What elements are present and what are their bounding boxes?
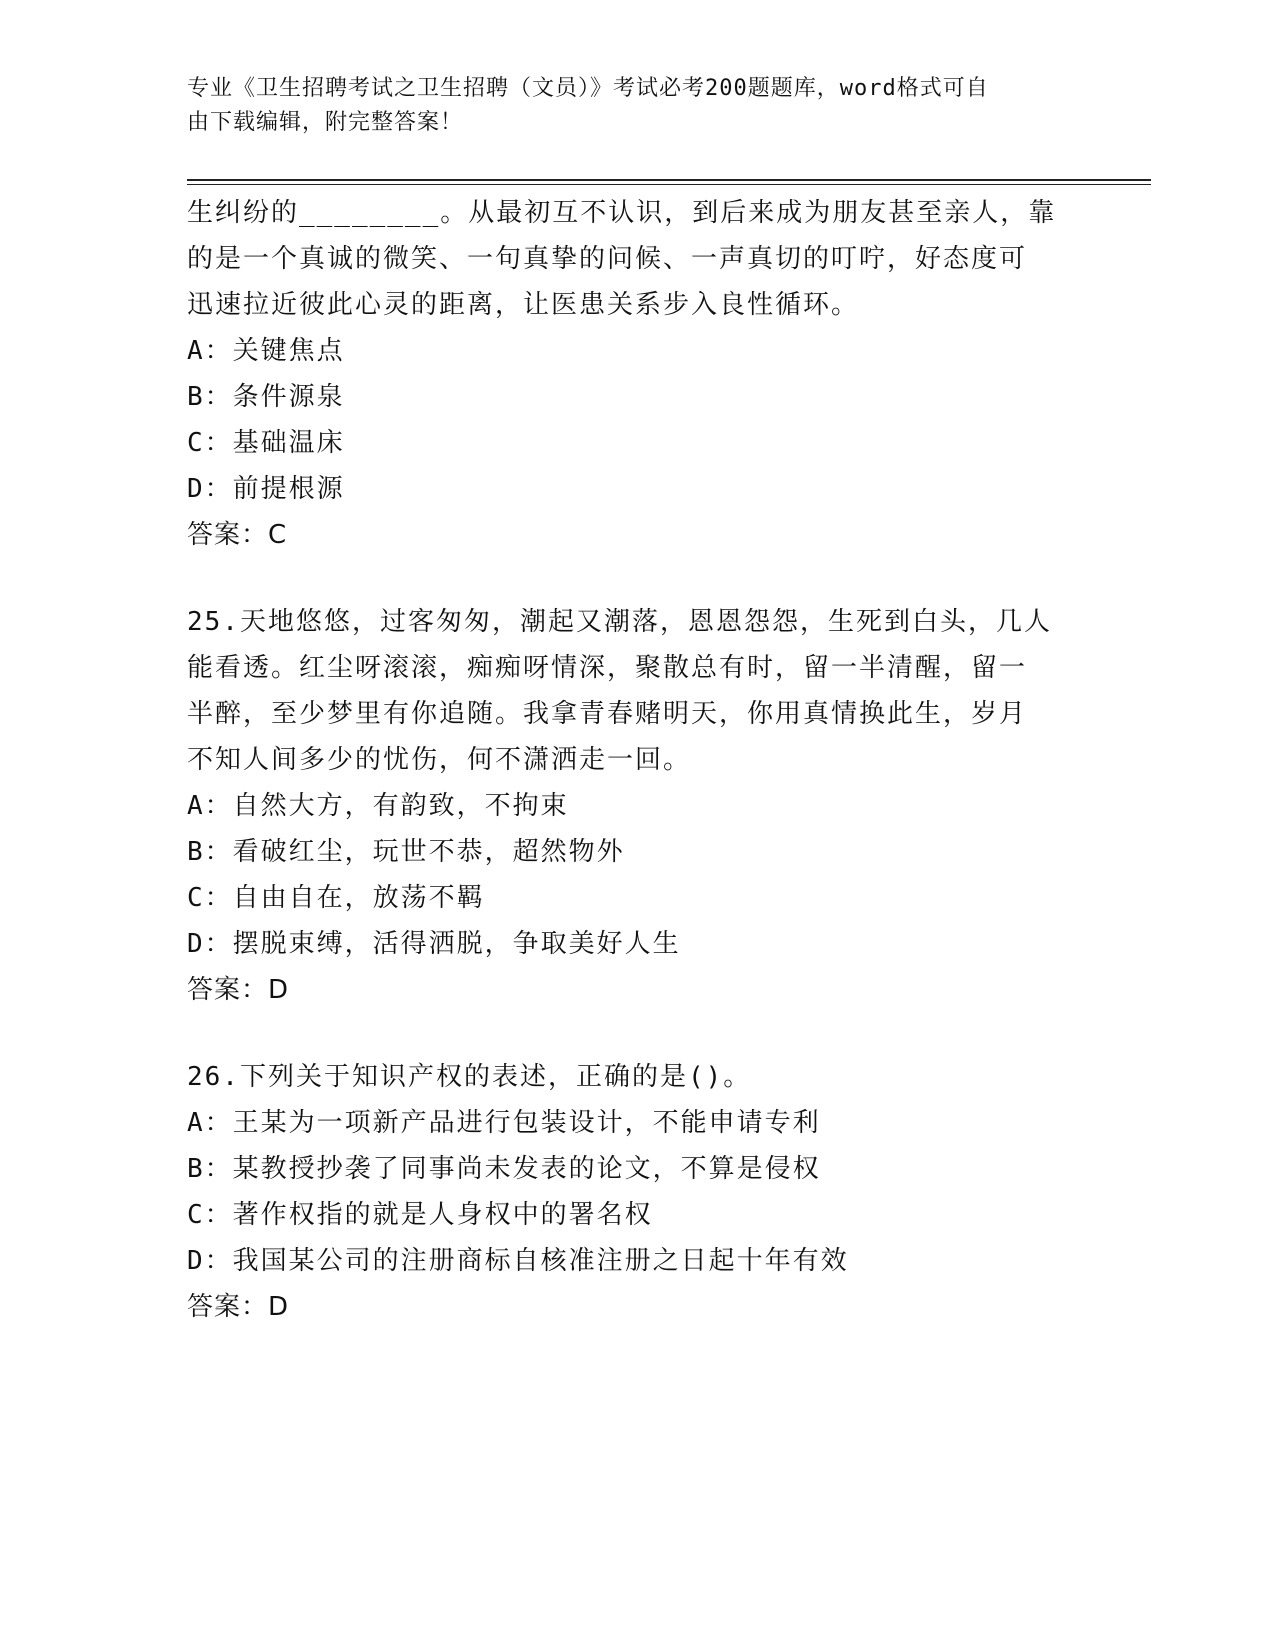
question-25 [187, 599, 1087, 1013]
header-line-2: 由下载编辑，附完整答案！ [187, 110, 464, 135]
question-list [187, 190, 1087, 1330]
option-d: D：摆脱束缚，活得洒脱，争取美好人生 [187, 929, 681, 959]
option-c: C：自由自在，放荡不羁 [187, 883, 485, 913]
question-text-line: 25.天地悠悠，过客匆匆，潮起又潮落，恩恩怨怨，生死到白头，几人 [187, 607, 1052, 637]
page-header [187, 72, 1067, 140]
question-text-line: 生纠纷的________。从最初互不认识，到后来成为朋友甚至亲人，靠 [187, 198, 1057, 228]
answer-line: 答案：D [187, 1292, 290, 1322]
question-24-continued [187, 190, 1087, 558]
option-d: D：我国某公司的注册商标自核准注册之日起十年有效 [187, 1246, 849, 1276]
option-a: A：关键焦点 [187, 336, 345, 366]
option-c: C：著作权指的就是人身权中的署名权 [187, 1200, 653, 1230]
option-b: B：看破红尘，玩世不恭，超然物外 [187, 837, 625, 867]
option-b: B：某教授抄袭了同事尚未发表的论文，不算是侵权 [187, 1154, 821, 1184]
option-a: A：自然大方，有韵致，不拘束 [187, 791, 569, 821]
answer-line: 答案：C [187, 520, 288, 550]
question-text-line: 能看透。红尘呀滚滚，痴痴呀情深，聚散总有时，留一半清醒，留一 [187, 653, 1028, 683]
question-text-line: 26.下列关于知识产权的表述，正确的是()。 [187, 1062, 752, 1092]
header-divider-thin [187, 184, 1151, 185]
header-divider-thick [187, 179, 1151, 181]
answer-line: 答案：D [187, 975, 290, 1005]
question-text-line: 迅速拉近彼此心灵的距离，让医患关系步入良性循环。 [187, 290, 860, 320]
question-26 [187, 1054, 1087, 1330]
option-b: B：条件源泉 [187, 382, 345, 412]
question-text-line: 不知人间多少的忧伤，何不潇洒走一回。 [187, 745, 692, 775]
option-a: A：王某为一项新产品进行包装设计，不能申请专利 [187, 1108, 821, 1138]
question-text-line: 的是一个真诚的微笑、一句真挚的问候、一声真切的叮咛，好态度可 [187, 244, 1028, 274]
header-line-1: 专业《卫生招聘考试之卫生招聘（文员）》考试必考200题题库，word格式可自 [187, 76, 989, 101]
option-c: C：基础温床 [187, 428, 345, 458]
question-text-line: 半醉，至少梦里有你追随。我拿青春赌明天，你用真情换此生，岁月 [187, 699, 1028, 729]
question-spacer [187, 1013, 1087, 1054]
question-spacer [187, 558, 1087, 599]
option-d: D：前提根源 [187, 474, 345, 504]
